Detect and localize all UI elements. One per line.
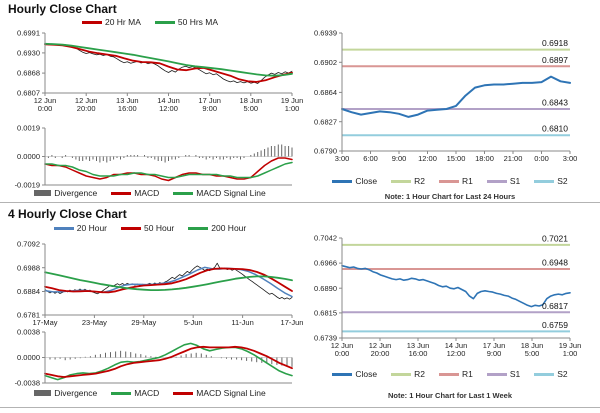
legend-item-s1 (487, 370, 520, 379)
svg-text:1:00: 1:00 (284, 104, 300, 113)
line-swatch (391, 180, 411, 183)
svg-text:18 Jun: 18 Jun (520, 341, 544, 350)
svg-text:0.6902: 0.6902 (314, 57, 337, 67)
legend-item-r1 (439, 177, 473, 186)
svg-text:9:00: 9:00 (202, 104, 218, 113)
svg-text:13 Jun: 13 Jun (116, 96, 139, 105)
legend-label: Divergence (54, 188, 98, 198)
hourly-ma-legend (0, 18, 300, 27)
pivot-1week-legend (300, 370, 600, 379)
svg-text:0.0000: 0.0000 (17, 152, 40, 162)
legend-label: S2 (557, 176, 568, 186)
svg-text:0.6827: 0.6827 (314, 117, 337, 127)
svg-text:3:00: 3:00 (562, 154, 578, 163)
svg-text:15:00: 15:00 (446, 154, 466, 163)
legend-label: 50 Hour (144, 223, 175, 233)
line-swatch (111, 192, 131, 195)
svg-text:0.0038: 0.0038 (17, 327, 40, 337)
pivot-1week-note: Note: 1 Hour Chart for Last 1 Week (387, 391, 513, 400)
svg-text:0.6884: 0.6884 (17, 287, 40, 297)
svg-text:17-May: 17-May (32, 318, 58, 327)
pivot-24h-legend (300, 177, 600, 186)
svg-text:3:00: 3:00 (334, 154, 350, 163)
line-swatch (54, 227, 74, 230)
four-hourly-close-chart (0, 236, 304, 328)
line-swatch (121, 227, 141, 230)
svg-text:0.6966: 0.6966 (314, 258, 337, 268)
svg-text:20:00: 20:00 (370, 349, 390, 358)
legend-label: 200 Hour (211, 223, 247, 233)
legend-label: Close (355, 176, 378, 186)
legend-item-divergence (34, 389, 97, 398)
svg-text:16:00: 16:00 (117, 104, 137, 113)
svg-text:0.6810: 0.6810 (542, 123, 568, 134)
four-hourly-macd-legend (0, 389, 300, 398)
line-swatch (487, 373, 507, 376)
line-swatch (173, 192, 193, 195)
legend-label: MACD (134, 188, 160, 198)
svg-text:0.6897: 0.6897 (542, 54, 568, 65)
line-swatch (534, 373, 554, 376)
svg-text:19 Jun: 19 Jun (558, 341, 582, 350)
legend-label: R2 (414, 176, 425, 186)
svg-text:17 Jun: 17 Jun (198, 96, 221, 105)
legend-label: Close (355, 369, 378, 379)
svg-text:20:00: 20:00 (76, 104, 96, 113)
legend-item-macd-signal (173, 189, 265, 198)
svg-text:12 Jun: 12 Jun (368, 341, 392, 350)
legend-label: S1 (509, 176, 521, 186)
svg-text:18 Jun: 18 Jun (239, 96, 263, 105)
svg-text:9:00: 9:00 (391, 154, 407, 163)
legend-item-macd (111, 189, 159, 198)
svg-text:0.6868: 0.6868 (17, 68, 40, 78)
svg-text:0.6939: 0.6939 (314, 28, 337, 38)
four-hourly-chart-title: 4 Hourly Close Chart (8, 207, 127, 221)
svg-text:5:00: 5:00 (243, 104, 259, 113)
legend-label: 50 Hrs MA (177, 17, 219, 27)
svg-text:0.6918: 0.6918 (542, 38, 568, 49)
svg-text:-0.0038: -0.0038 (14, 378, 40, 388)
legend-item-r2 (391, 177, 425, 186)
svg-text:0.7042: 0.7042 (314, 233, 337, 243)
hourly-macd-chart (0, 122, 300, 188)
line-swatch (188, 227, 208, 230)
svg-text:12 Jun: 12 Jun (74, 96, 98, 105)
svg-text:9:00: 9:00 (486, 349, 502, 358)
svg-text:17-Jun: 17-Jun (280, 318, 304, 327)
svg-text:6:00: 6:00 (363, 154, 378, 163)
legend-item-macd (111, 389, 159, 398)
horizontal-divider (0, 202, 600, 203)
svg-text:5:00: 5:00 (524, 349, 540, 358)
svg-text:23-May: 23-May (81, 318, 107, 327)
svg-text:0.6988: 0.6988 (17, 263, 40, 273)
svg-text:0.6815: 0.6815 (314, 308, 337, 318)
pivot-24h-note: Note: 1 Hour Chart for Last 24 Hours (384, 192, 516, 201)
svg-text:11-Jun: 11-Jun (231, 318, 254, 327)
legend-item-close (332, 177, 377, 186)
pivot-1week-chart (300, 228, 600, 368)
line-swatch (439, 373, 459, 376)
svg-text:18:00: 18:00 (475, 154, 494, 163)
legend-item-200hour (188, 224, 246, 233)
legend-label: Divergence (54, 388, 98, 398)
svg-text:29-May: 29-May (131, 318, 157, 327)
line-swatch (391, 373, 411, 376)
legend-item-s2 (534, 370, 567, 379)
svg-text:0.7021: 0.7021 (542, 233, 568, 244)
line-swatch (534, 180, 554, 183)
svg-text:0.0000: 0.0000 (17, 353, 40, 363)
line-swatch (332, 373, 352, 376)
legend-item-divergence (34, 189, 97, 198)
legend-item-macd-signal (173, 389, 265, 398)
bar-swatch (34, 390, 51, 396)
svg-text:14 Jun: 14 Jun (444, 341, 468, 350)
svg-text:12 Jun: 12 Jun (330, 341, 354, 350)
svg-text:19 Jun: 19 Jun (280, 96, 304, 105)
svg-text:12:00: 12:00 (446, 349, 466, 358)
line-swatch (332, 180, 352, 183)
svg-text:0.6864: 0.6864 (314, 88, 337, 97)
hourly-macd-legend (0, 189, 300, 198)
legend-item-20hr-ma (82, 18, 141, 27)
horizontal-divider (0, 407, 600, 408)
hourly-close-chart (0, 28, 304, 122)
line-swatch (155, 21, 175, 24)
legend-label: S2 (557, 369, 568, 379)
legend-label: R2 (414, 369, 425, 379)
legend-label: R1 (461, 176, 473, 186)
svg-text:14 Jun: 14 Jun (157, 96, 180, 105)
legend-label: 20 Hour (76, 223, 108, 233)
line-swatch (487, 180, 507, 183)
pivot-24h-chart (300, 22, 600, 176)
svg-text:0.6807: 0.6807 (17, 88, 40, 98)
legend-item-20hour (54, 224, 107, 233)
legend-label: S1 (509, 369, 521, 379)
svg-text:17 Jun: 17 Jun (482, 341, 506, 350)
svg-text:0.6739: 0.6739 (314, 333, 337, 343)
legend-label: R1 (461, 369, 473, 379)
svg-text:0.6890: 0.6890 (314, 283, 337, 293)
svg-text:0:00: 0:00 (534, 154, 549, 163)
svg-text:-0.0019: -0.0019 (14, 180, 40, 190)
line-swatch (82, 21, 102, 24)
legend-item-50hour (121, 224, 174, 233)
legend-label: MACD (134, 388, 160, 398)
svg-text:0.6930: 0.6930 (17, 48, 40, 58)
svg-text:1:00: 1:00 (562, 349, 578, 358)
svg-text:12 Jun: 12 Jun (33, 96, 57, 105)
svg-text:0.7092: 0.7092 (17, 239, 40, 249)
four-hourly-macd-chart (0, 326, 300, 388)
svg-text:5-Jun: 5-Jun (183, 318, 203, 327)
svg-text:0.6991: 0.6991 (17, 28, 40, 38)
legend-item-s2 (534, 177, 567, 186)
legend-item-r1 (439, 370, 473, 379)
svg-text:0.6948: 0.6948 (542, 257, 568, 268)
legend-item-r2 (391, 370, 425, 379)
legend-item-50hrs-ma (155, 18, 218, 27)
svg-text:0.6781: 0.6781 (17, 310, 40, 320)
bar-swatch (34, 190, 51, 196)
svg-text:16:00: 16:00 (408, 349, 428, 358)
svg-text:0.6817: 0.6817 (542, 300, 568, 311)
svg-text:0.6790: 0.6790 (314, 146, 337, 156)
svg-text:0.0019: 0.0019 (17, 123, 40, 133)
svg-text:12:00: 12:00 (418, 154, 437, 163)
legend-label: MACD Signal Line (196, 188, 266, 198)
legend-item-s1 (487, 177, 520, 186)
legend-label: MACD Signal Line (196, 388, 266, 398)
legend-item-close (332, 370, 377, 379)
line-swatch (111, 392, 131, 395)
svg-text:12:00: 12:00 (159, 104, 178, 113)
line-swatch (439, 180, 459, 183)
svg-text:0:00: 0:00 (334, 349, 350, 358)
hourly-chart-title: Hourly Close Chart (8, 2, 117, 16)
svg-text:0.6843: 0.6843 (542, 97, 568, 108)
svg-text:0.6759: 0.6759 (542, 319, 568, 330)
svg-text:21:00: 21:00 (503, 154, 523, 163)
four-hourly-ma-legend (0, 224, 300, 233)
svg-text:0:00: 0:00 (37, 104, 53, 113)
line-swatch (173, 392, 193, 395)
svg-text:13 Jun: 13 Jun (406, 341, 430, 350)
legend-label: 20 Hr MA (104, 17, 141, 27)
